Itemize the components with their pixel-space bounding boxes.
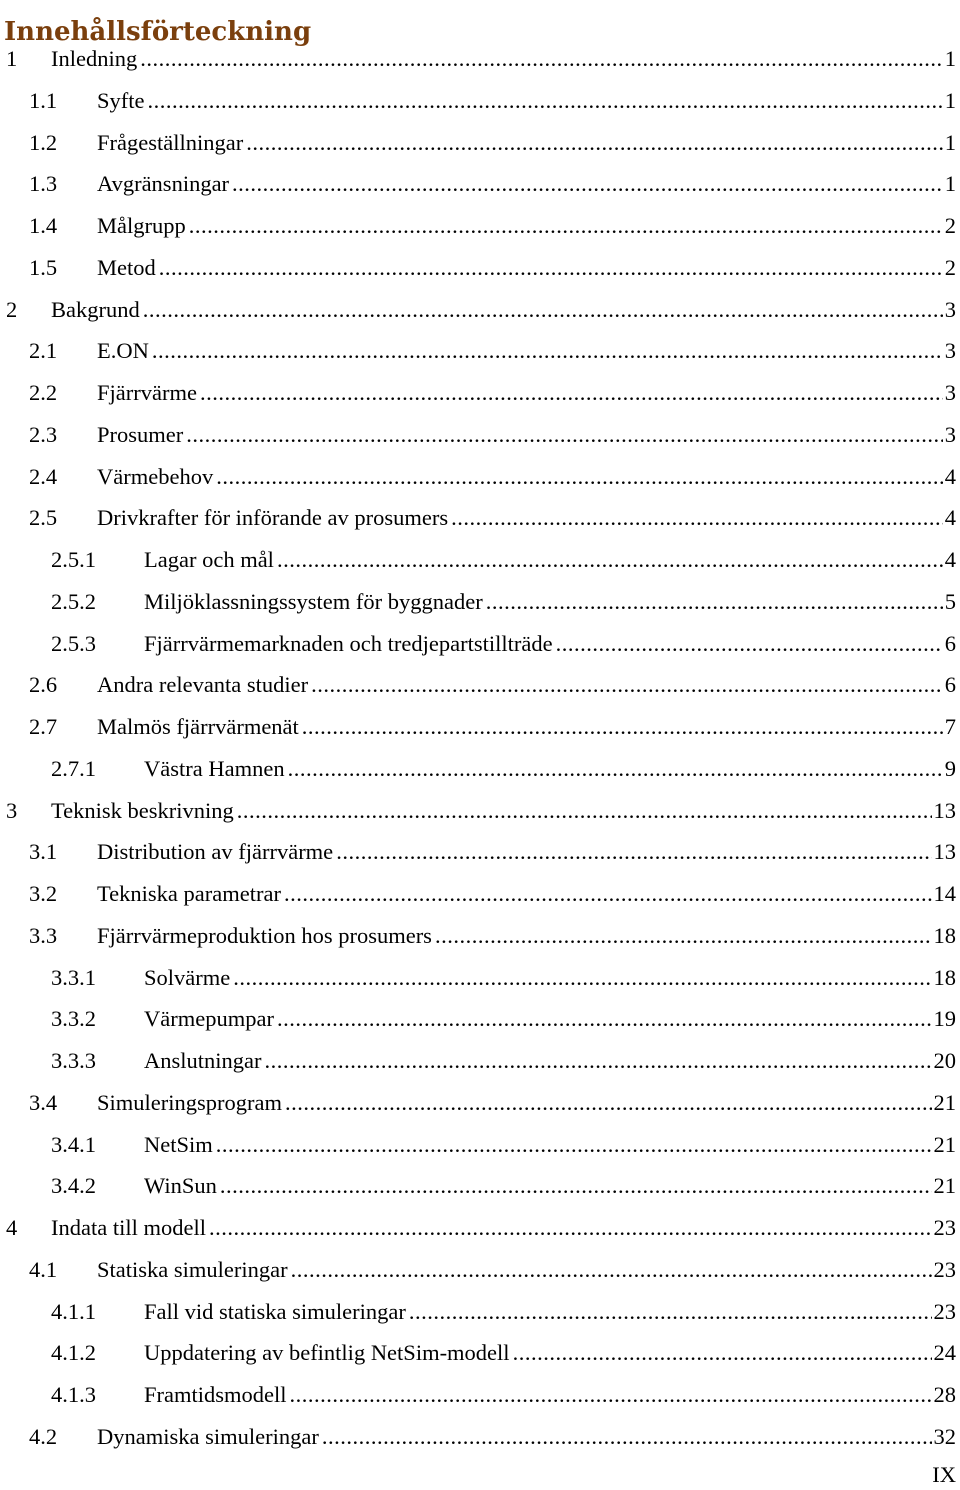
toc-entry-label bbox=[51, 289, 956, 331]
toc-entry-page: 7 bbox=[944, 714, 956, 739]
toc-entry-number: 2.2 bbox=[29, 380, 58, 405]
toc-entry-text: Tekniska parametrar bbox=[97, 881, 281, 906]
toc-entry-page: 3 bbox=[944, 421, 956, 447]
toc-entry-page: 32 bbox=[933, 1423, 956, 1449]
toc-entry-number: 1.5 bbox=[29, 254, 58, 280]
toc-entry-text: NetSim bbox=[144, 1131, 213, 1157]
toc-entry-text: Fjärrvärmeproduktion hos prosumers bbox=[97, 922, 432, 948]
toc-entry-text: Syfte bbox=[97, 87, 145, 113]
toc-entry-number: 3.4.2 bbox=[51, 1173, 96, 1199]
toc-entry-page: 21 bbox=[933, 1089, 956, 1115]
toc-entry-page: 1 bbox=[944, 87, 956, 113]
toc-title: Innehållsförteckning bbox=[4, 17, 312, 48]
toc-entry[interactable] bbox=[0, 163, 960, 205]
toc-entry-number: 3.3.2 bbox=[51, 1006, 96, 1032]
toc-entry-page: 4 bbox=[944, 463, 956, 489]
toc-entry[interactable] bbox=[0, 330, 960, 372]
toc-entry[interactable] bbox=[0, 1291, 960, 1333]
toc-entry-label bbox=[97, 831, 956, 873]
toc-entry-label bbox=[97, 915, 956, 957]
toc-entry-number: 1.4 bbox=[29, 213, 58, 238]
toc-entry-text: Fall vid statiska simuleringar bbox=[144, 1298, 406, 1324]
toc-entry-label bbox=[97, 664, 956, 706]
toc-entry-label bbox=[144, 1291, 956, 1333]
toc-entry-number: 2.5.3 bbox=[51, 630, 96, 656]
toc-entry-page: 2 bbox=[944, 213, 956, 238]
dot-leader bbox=[237, 790, 932, 832]
toc-entry-page: 3 bbox=[944, 296, 956, 322]
toc-entry-number: 3 bbox=[6, 797, 18, 823]
toc-entry-text: Dynamiska simuleringar bbox=[97, 1423, 319, 1449]
toc-entry[interactable] bbox=[0, 1207, 960, 1249]
toc-entry[interactable] bbox=[0, 497, 960, 539]
toc-entry[interactable] bbox=[0, 372, 960, 414]
toc-entry-text: Simuleringsprogram bbox=[97, 1089, 282, 1115]
toc-entry-number: 3.4.1 bbox=[51, 1131, 96, 1157]
dot-leader bbox=[233, 957, 931, 999]
dot-leader bbox=[148, 80, 943, 122]
toc-entry-label bbox=[97, 456, 956, 498]
toc-entry-page: 4 bbox=[944, 505, 956, 531]
toc-entry-text: Västra Hamnen bbox=[144, 755, 285, 781]
toc-entry-text: Uppdatering av befintlig NetSim-modell bbox=[144, 1340, 510, 1366]
toc-entry[interactable] bbox=[0, 957, 960, 999]
toc-entry-label bbox=[97, 163, 956, 205]
toc-entry-text: Lagar och mål bbox=[144, 547, 274, 572]
dot-leader bbox=[216, 1124, 932, 1166]
dot-leader bbox=[322, 1416, 932, 1458]
toc-entry-label bbox=[51, 1207, 956, 1249]
toc-entry[interactable] bbox=[0, 831, 960, 873]
toc-entry-number: 1.2 bbox=[29, 129, 58, 155]
toc-entry-text: Miljöklassningssystem för byggnader bbox=[144, 588, 483, 614]
toc-list bbox=[0, 38, 960, 1458]
dot-leader bbox=[216, 456, 943, 498]
toc-entry-text: Anslutningar bbox=[144, 1048, 262, 1073]
toc-entry-number: 4 bbox=[6, 1215, 18, 1240]
toc-entry-label bbox=[97, 1082, 956, 1124]
toc-entry[interactable] bbox=[0, 122, 960, 164]
toc-entry-number: 3.1 bbox=[29, 839, 58, 865]
toc-entry-page: 21 bbox=[933, 1131, 956, 1157]
toc-entry-number: 2.1 bbox=[29, 338, 58, 364]
toc-entry-text: Inledning bbox=[51, 46, 138, 71]
toc-entry-page: 9 bbox=[944, 755, 956, 781]
toc-entry-page: 1 bbox=[944, 129, 956, 155]
toc-entry[interactable] bbox=[0, 539, 960, 581]
toc-entry-page: 3 bbox=[944, 380, 956, 405]
toc-entry-text: Indata till modell bbox=[51, 1215, 206, 1240]
toc-entry[interactable] bbox=[0, 1124, 960, 1166]
dot-leader bbox=[513, 1332, 932, 1374]
toc-entry-page: 1 bbox=[944, 46, 956, 71]
toc-entry-number: 3.3.3 bbox=[51, 1048, 96, 1073]
toc-entry-text: Fjärrvärmemarknaden och tredjepartstillträde bbox=[144, 630, 553, 656]
toc-entry-number: 1.3 bbox=[29, 171, 58, 197]
toc-entry-label bbox=[144, 1124, 956, 1166]
toc-entry-text: Solvärme bbox=[144, 964, 231, 990]
dot-leader bbox=[200, 372, 943, 414]
toc-entry-number: 4.1 bbox=[29, 1256, 58, 1282]
toc-entry[interactable] bbox=[0, 1082, 960, 1124]
toc-entry-text: Framtidsmodell bbox=[144, 1382, 287, 1407]
toc-entry-page: 24 bbox=[933, 1340, 956, 1366]
toc-entry-page: 20 bbox=[933, 1048, 956, 1073]
toc-entry-text: Metod bbox=[97, 254, 156, 280]
toc-entry-number: 4.1.2 bbox=[51, 1340, 96, 1366]
toc-entry-page: 6 bbox=[944, 630, 956, 656]
toc-entry[interactable] bbox=[0, 1374, 960, 1416]
dot-leader bbox=[209, 1207, 932, 1249]
toc-entry-text: Värmebehov bbox=[97, 463, 214, 489]
toc-entry-label bbox=[97, 330, 956, 372]
toc-entry-number: 2.5 bbox=[29, 505, 58, 531]
dot-leader bbox=[311, 664, 943, 706]
toc-entry-number: 2.7 bbox=[29, 714, 58, 739]
dot-leader bbox=[290, 1374, 932, 1416]
toc-entry-label bbox=[144, 1165, 956, 1207]
toc-entry-page: 23 bbox=[933, 1298, 956, 1324]
dot-leader bbox=[435, 915, 932, 957]
toc-entry-text: E.ON bbox=[97, 338, 149, 364]
dot-leader bbox=[220, 1165, 932, 1207]
dot-leader bbox=[409, 1291, 932, 1333]
toc-entry-label bbox=[97, 1249, 956, 1291]
toc-entry[interactable] bbox=[0, 1416, 960, 1458]
toc-entry[interactable] bbox=[0, 247, 960, 289]
toc-entry-page: 18 bbox=[933, 922, 956, 948]
dot-leader bbox=[246, 122, 943, 164]
toc-entry-number: 1.1 bbox=[29, 87, 58, 113]
toc-entry-label bbox=[97, 497, 956, 539]
dot-leader bbox=[143, 289, 943, 331]
dot-leader bbox=[556, 623, 943, 665]
toc-entry-page: 1 bbox=[944, 171, 956, 197]
toc-entry-text: Prosumer bbox=[97, 421, 184, 447]
toc-entry[interactable] bbox=[0, 80, 960, 122]
toc-entry-label bbox=[51, 790, 956, 832]
toc-entry-label bbox=[144, 539, 956, 581]
dot-leader bbox=[285, 1082, 932, 1124]
toc-entry[interactable] bbox=[0, 581, 960, 623]
toc-entry[interactable] bbox=[0, 1165, 960, 1207]
toc-entry-text: Bakgrund bbox=[51, 296, 140, 322]
toc-entry-number: 4.1.1 bbox=[51, 1298, 96, 1324]
toc-entry-number: 3.2 bbox=[29, 881, 58, 906]
toc-entry-number: 4.1.3 bbox=[51, 1382, 96, 1407]
dot-leader bbox=[140, 38, 943, 80]
toc-entry-page: 5 bbox=[944, 588, 956, 614]
toc-entry-page: 23 bbox=[933, 1256, 956, 1282]
toc-entry-number: 2.5.1 bbox=[51, 547, 96, 572]
dot-leader bbox=[189, 205, 943, 247]
toc-entry-label bbox=[97, 372, 956, 414]
toc-entry[interactable] bbox=[0, 205, 960, 247]
toc-entry[interactable] bbox=[0, 998, 960, 1040]
dot-leader bbox=[336, 831, 931, 873]
toc-entry-label bbox=[144, 748, 956, 790]
toc-entry[interactable] bbox=[0, 456, 960, 498]
toc-entry[interactable] bbox=[0, 706, 960, 748]
toc-entry[interactable] bbox=[0, 1040, 960, 1082]
toc-entry-page: 28 bbox=[933, 1382, 956, 1407]
toc-entry-number: 2.7.1 bbox=[51, 755, 96, 781]
toc-entry-label bbox=[97, 1416, 956, 1458]
dot-leader bbox=[284, 873, 932, 915]
toc-entry-number: 3.4 bbox=[29, 1089, 58, 1115]
toc-entry-page: 6 bbox=[944, 672, 956, 698]
dot-leader bbox=[186, 414, 943, 456]
toc-entry-text: Drivkrafter för införande av prosumers bbox=[97, 505, 449, 531]
toc-entry-label bbox=[144, 623, 956, 665]
toc-entry[interactable] bbox=[0, 623, 960, 665]
toc-entry[interactable] bbox=[0, 790, 960, 832]
toc-entry[interactable] bbox=[0, 664, 960, 706]
toc-entry-text: Värmepumpar bbox=[144, 1006, 274, 1032]
toc-entry-label bbox=[97, 706, 956, 748]
toc-entry-text: WinSun bbox=[144, 1173, 217, 1199]
toc-entry-text: Malmös fjärrvärmenät bbox=[97, 714, 299, 739]
toc-entry-page: 14 bbox=[933, 881, 956, 906]
dot-leader bbox=[265, 1040, 932, 1082]
toc-entry-label bbox=[144, 1040, 956, 1082]
toc-entry-text: Målgrupp bbox=[97, 213, 186, 238]
toc-entry-label bbox=[97, 414, 956, 456]
toc-entry-text: Statiska simuleringar bbox=[97, 1256, 288, 1282]
toc-entry[interactable] bbox=[0, 748, 960, 790]
toc-entry[interactable] bbox=[0, 414, 960, 456]
toc-entry-number: 2.6 bbox=[29, 672, 58, 698]
toc-entry-page: 13 bbox=[933, 839, 956, 865]
toc-entry-number: 3.3.1 bbox=[51, 964, 96, 990]
toc-entry-text: Distribution av fjärrvärme bbox=[97, 839, 334, 865]
toc-entry-number: 3.3 bbox=[29, 922, 58, 948]
toc-entry-label bbox=[144, 581, 956, 623]
toc-entry-label bbox=[144, 957, 956, 999]
dot-leader bbox=[232, 163, 943, 205]
toc-entry-page: 3 bbox=[944, 338, 956, 364]
toc-entry-page: 23 bbox=[933, 1215, 956, 1240]
toc-entry-page: 4 bbox=[944, 547, 956, 572]
dot-leader bbox=[486, 581, 943, 623]
toc-entry-number: 4.2 bbox=[29, 1423, 58, 1449]
toc-entry-number: 2.3 bbox=[29, 421, 58, 447]
toc-entry-text: Avgränsningar bbox=[97, 171, 230, 197]
toc-entry-text: Frågeställningar bbox=[97, 129, 244, 155]
toc-entry-page: 19 bbox=[933, 1006, 956, 1032]
toc-entry-page: 2 bbox=[944, 254, 956, 280]
toc-entry-text: Andra relevanta studier bbox=[97, 672, 309, 698]
toc-entry-number: 2 bbox=[6, 296, 18, 322]
toc-entry-label bbox=[144, 1374, 956, 1416]
dot-leader bbox=[277, 998, 932, 1040]
toc-entry[interactable] bbox=[0, 915, 960, 957]
toc-entry[interactable] bbox=[0, 1332, 960, 1374]
toc-entry-label bbox=[144, 998, 956, 1040]
dot-leader bbox=[152, 330, 943, 372]
toc-entry-number: 2.5.2 bbox=[51, 588, 96, 614]
dot-leader bbox=[159, 247, 943, 289]
toc-entry-label bbox=[144, 1332, 956, 1374]
dot-leader bbox=[277, 539, 943, 581]
toc-entry-page: 21 bbox=[933, 1173, 956, 1199]
toc-entry-page: 18 bbox=[933, 964, 956, 990]
toc-entry-number: 1 bbox=[6, 46, 18, 71]
dot-leader bbox=[288, 748, 943, 790]
dot-leader bbox=[302, 706, 943, 748]
toc-entry-label bbox=[97, 247, 956, 289]
toc-entry[interactable] bbox=[0, 873, 960, 915]
dot-leader bbox=[291, 1249, 932, 1291]
toc-entry-page: 13 bbox=[933, 797, 956, 823]
toc-entry-label bbox=[97, 205, 956, 247]
toc-entry-number: 2.4 bbox=[29, 463, 58, 489]
toc-entry-label bbox=[97, 80, 956, 122]
toc-entry[interactable] bbox=[0, 289, 960, 331]
dot-leader bbox=[451, 497, 943, 539]
toc-entry-text: Fjärrvärme bbox=[97, 380, 197, 405]
toc-entry-label bbox=[97, 873, 956, 915]
toc-entry-label bbox=[97, 122, 956, 164]
toc-entry-text: Teknisk beskrivning bbox=[51, 797, 234, 823]
page-number: IX bbox=[932, 1462, 956, 1487]
toc-entry-label bbox=[51, 38, 956, 80]
toc-entry[interactable] bbox=[0, 38, 960, 80]
toc-entry[interactable] bbox=[0, 1249, 960, 1291]
